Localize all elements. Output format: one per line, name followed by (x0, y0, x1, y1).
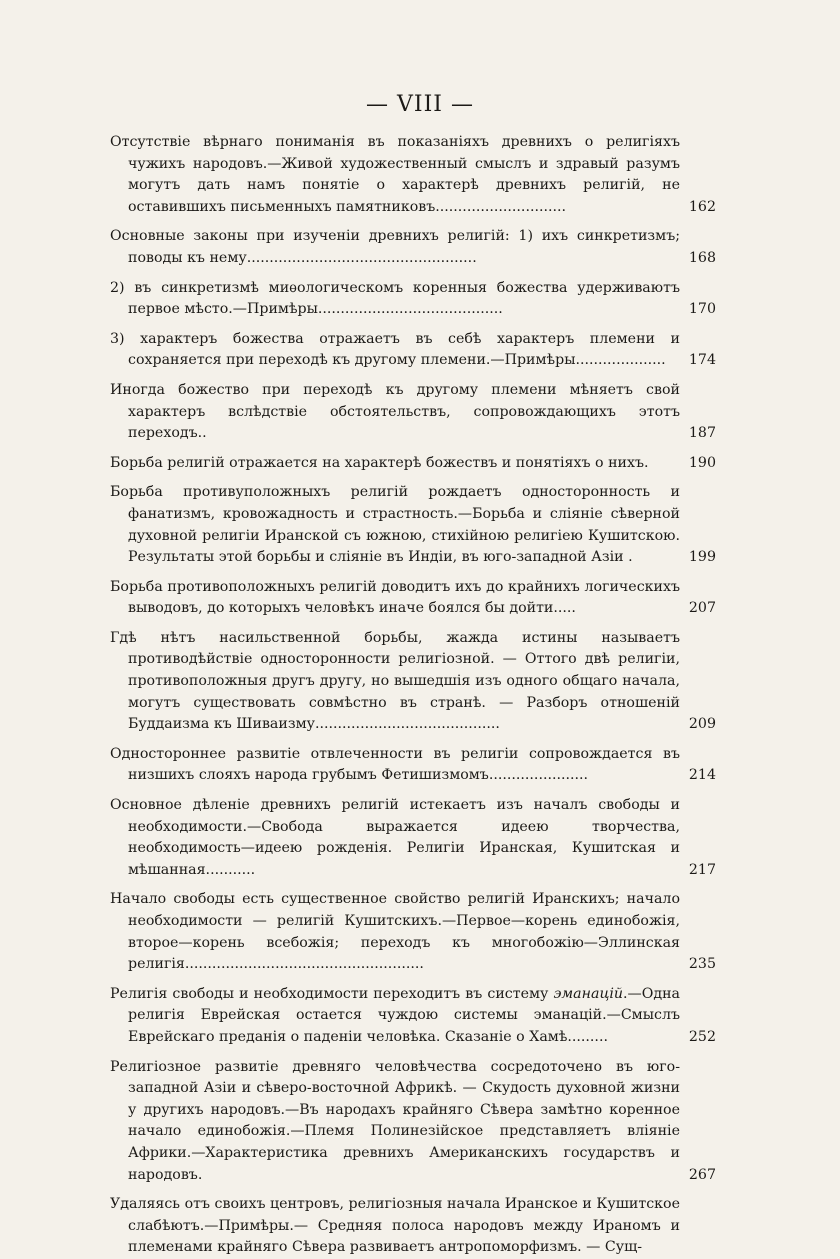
toc-entry-page: 168 (688, 249, 716, 266)
toc-entry-text: Одностороннее развитіе отвлеченности въ религіи сопровождается въ низшихъ слояхъ народа грубымъ Фетишизмомъ...................... (110, 745, 680, 784)
toc-entry-page: 162 (688, 198, 716, 215)
toc-entry-text: Борьба религій отражается на характерѣ божествъ и понятіяхъ о нихъ. (110, 454, 649, 471)
toc-entry-text: Отсутствіе вѣрнаго пониманія въ показаніяхъ древнихъ о религіяхъ чужихъ народовъ.—Живой художественный смыслъ и здравый разумъ могутъ дать намъ понятіе о характерѣ древнихъ религій, не оставившихъ письменныхъ памятниковъ............................. (110, 134, 680, 215)
toc-entry-text: Удаляясь отъ своихъ центровъ, религіозныя начала Иранское и Кушитское слабѣютъ.—Примѣры.— Средняя полоса народовъ между Ираномъ и племенами крайняго Сѣвера развиваетъ антропоморфизмъ. — Сущ- (110, 1196, 680, 1256)
toc-entry (110, 744, 716, 787)
table-of-contents (110, 132, 716, 1259)
toc-entry (110, 132, 716, 218)
toc-entry-page: 267 (688, 1166, 716, 1183)
toc-entry (110, 984, 716, 1049)
toc-entry (110, 453, 716, 475)
toc-entry (110, 1194, 680, 1259)
toc-entry-text-before-italic: Религія свободы и необходимости переходитъ въ систему (110, 985, 554, 1002)
toc-entry-text: Гдѣ нѣтъ насильственной борьбы, жажда истины называетъ противодѣйствіе односторонности религіозной. — Оттого двѣ религіи, противоположныя другъ другу, но вышедшія изъ одного общаго начала, могутъ существовать совмѣстно въ странѣ. — Разборъ отношеній Буддаизма къ Шиваизму......................................... (110, 629, 680, 733)
toc-entry-text: Религіозное развитіе древняго человѣчества сосредоточено въ юго-западной Азіи и сѣверо-восточной Африкѣ. — Скудость духовной жизни у другихъ народовъ.—Въ народахъ крайняго Сѣвера замѣтно коренное начало единобожія.—Племя Полинезійское представляетъ вліяніе Африки.—Характеристика древнихъ Американскихъ государствъ и народовъ. (110, 1058, 680, 1183)
toc-entry-page: 217 (688, 861, 716, 878)
toc-entry-page: 187 (688, 425, 716, 442)
toc-entry (110, 482, 716, 568)
toc-entry-text: Борьба противоположныхъ религій доводитъ ихъ до крайнихъ логическихъ выводовъ, до которыхъ человѣкъ иначе боялся бы дойти..... (110, 578, 680, 617)
toc-entry-page: 209 (688, 716, 716, 733)
toc-entry-text: Начало свободы есть существенное свойство религій Иранскихъ; начало необходимости — религій Кушитскихъ.—Первое—корень единобожія, второе—корень всебожія; переходъ къ многобожію—Эллинская религія..................................................... (110, 891, 680, 973)
toc-entry-page: 207 (688, 600, 716, 617)
toc-entry-page: 174 (688, 352, 716, 369)
toc-entry-page: 214 (688, 767, 716, 784)
toc-entry (110, 380, 716, 445)
toc-entry (110, 889, 716, 975)
toc-entry-text: Основные законы при изученіи древнихъ религій: 1) ихъ синкретизмъ; поводы къ нему................................................... (110, 228, 680, 266)
toc-entry (110, 628, 716, 736)
toc-entry (110, 1057, 716, 1187)
toc-entry-text: Борьба противуположныхъ религій рождаетъ односторонность и фанатизмъ, кровожадность и страстность.—Борьба и сліяніе сѣверной духовной религіи Иранской съ южною, стихійною религіею Кушитскою. Результаты этой борьбы и сліяніе въ Индіи, въ юго-западной Азіи . (110, 484, 680, 566)
toc-entry (110, 577, 716, 620)
toc-entry-page: 199 (688, 549, 716, 566)
toc-entry-text: Иногда божество при переходѣ къ другому племени мѣняетъ свой характеръ вслѣдствіе обстоятельствъ, сопровождающихъ этотъ переходъ.. (110, 381, 680, 442)
toc-entry-page: 170 (688, 301, 716, 318)
toc-entry (110, 329, 716, 372)
toc-entry (110, 278, 716, 321)
toc-entry-text: 2) въ синкретизмѣ миѳологическомъ коренныя божества удерживаютъ первое мѣсто.—Примѣры......................................... (110, 279, 680, 318)
toc-entry-italic: эманацій (553, 985, 624, 1002)
toc-entry-page: 252 (688, 1028, 716, 1045)
toc-entry-page: 190 (688, 454, 716, 471)
toc-entry-text: Основное дѣленіе древнихъ религій истекаетъ изъ началъ свободы и необходимости.—Свобода выражается идеею творчества, необходимость—идеею рожденія. Религіи Иранская, Кушитская и мѣшанная........... (110, 797, 680, 878)
toc-entry-text-after-italic: .—Одна религія Еврейская остается чуждою системы эманацій.—Смыслъ Еврейскаго преданія о паденіи человѣка. Сказаніе о Хамѣ......... (128, 985, 680, 1045)
toc-entry (110, 226, 716, 269)
toc-entry-page: 235 (688, 956, 716, 973)
toc-entry (110, 795, 716, 881)
page-header: — VIII — (366, 92, 474, 117)
toc-entry-text: 3) характеръ божества отражаетъ въ себѣ характеръ племени и сохраняется при переходѣ къ другому племени.—Примѣры.................... (110, 330, 680, 369)
